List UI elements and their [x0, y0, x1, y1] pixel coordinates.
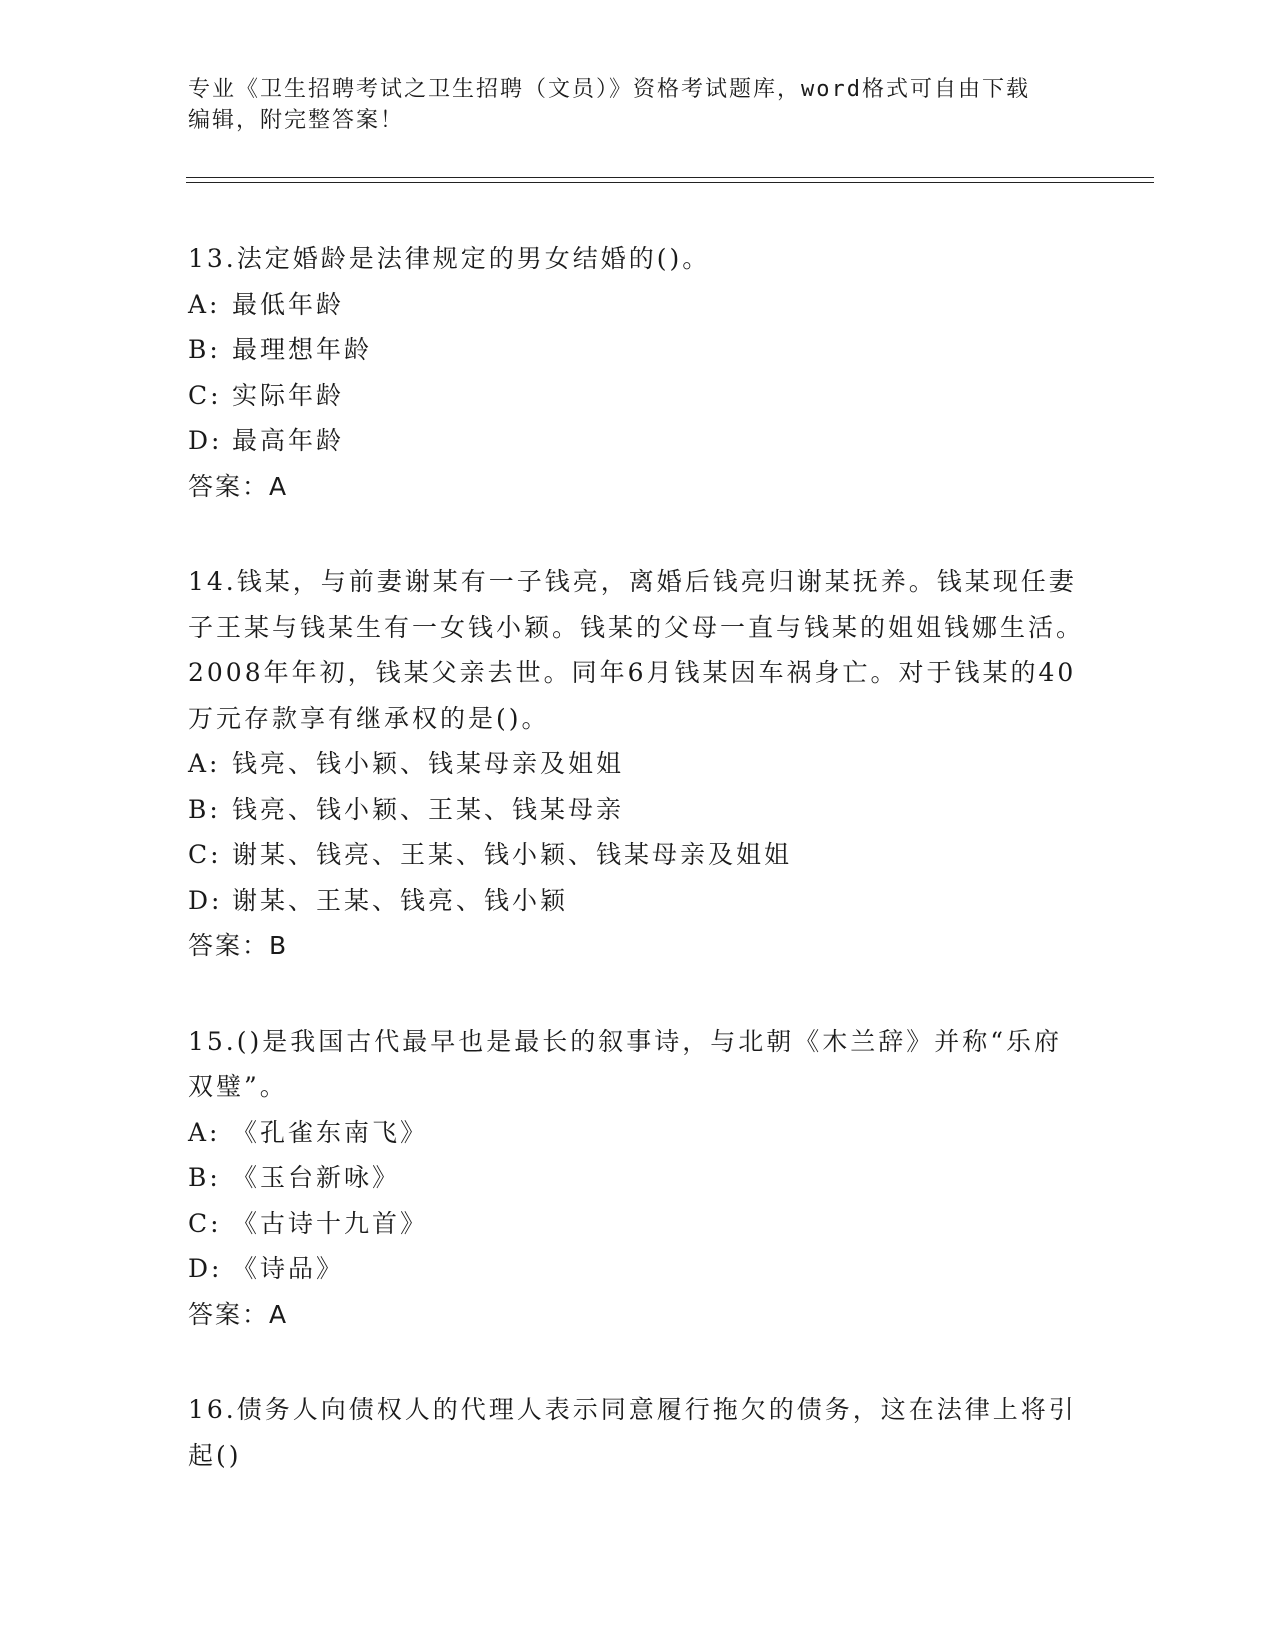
option-b [188, 787, 1088, 833]
question-list [188, 236, 1088, 1528]
option-text: 最低年龄 [232, 289, 345, 319]
option-text: 钱亮、钱小颖、钱某母亲及姐姐 [232, 749, 625, 778]
option-text: 实际年龄 [232, 380, 345, 410]
question-16 [188, 1387, 1088, 1478]
option-text: 《诗品》 [232, 1254, 345, 1283]
question-13 [188, 236, 1088, 509]
option-a [188, 741, 1088, 787]
option-b [188, 327, 1088, 373]
option-letter: A: [188, 1117, 221, 1147]
option-letter: B: [188, 1163, 221, 1192]
header-line-2: 编辑，附完整答案！ [188, 108, 405, 133]
option-letter: A: [188, 289, 221, 319]
option-letter: C: [188, 380, 222, 410]
question-stem: 13.法定婚龄是法律规定的男女结婚的()。 [188, 244, 711, 273]
option-text: 《玉台新咏》 [232, 1163, 401, 1192]
question-stem: 15.()是我国古代最早也是最长的叙事诗，与北朝《木兰辞》并称“乐府双璧”。 [188, 1026, 1063, 1101]
option-text: 《孔雀东南飞》 [232, 1117, 429, 1147]
header-divider-bottom [186, 182, 1154, 183]
option-d [188, 418, 1088, 464]
question-stem: 16.债务人向债权人的代理人表示同意履行拖欠的债务，这在法律上将引起() [188, 1395, 1077, 1470]
option-letter: D: [188, 1254, 223, 1283]
answer-label: 答案：B [188, 931, 289, 960]
option-letter: B: [188, 335, 221, 364]
question-14 [188, 559, 1088, 969]
answer-label: 答案：A [188, 1299, 289, 1329]
question-stem: 14.钱某，与前妻谢某有一子钱亮，离婚后钱亮归谢某抚养。钱某现任妻子王某与钱某生有一女钱小颖。钱某的父母一直与钱某的姐姐钱娜生活。2008年年初，钱某父亲去世。同年6月钱某因车祸身亡。对于钱某的40万元存款享有继承权的是()。 [188, 567, 1085, 733]
option-letter: C: [188, 840, 222, 869]
option-letter: A: [188, 749, 221, 778]
option-letter: B: [188, 794, 221, 824]
option-d [188, 878, 1088, 924]
option-a [188, 282, 1088, 328]
option-c [188, 373, 1088, 419]
option-letter: D: [188, 885, 223, 915]
option-text: 最高年龄 [232, 426, 345, 455]
option-letter: D: [188, 426, 223, 455]
option-c [188, 1201, 1088, 1247]
option-b [188, 1155, 1088, 1201]
option-letter: C: [188, 1208, 222, 1238]
option-text: 最理想年龄 [232, 335, 373, 364]
option-c [188, 832, 1088, 878]
option-text: 钱亮、钱小颖、王某、钱某母亲 [232, 794, 625, 824]
option-text: 谢某、钱亮、王某、钱小颖、钱某母亲及姐姐 [232, 840, 793, 869]
question-15 [188, 1019, 1088, 1338]
header-line-1: 专业《卫生招聘考试之卫生招聘（文员）》资格考试题库，word格式可自由下载 [188, 77, 1030, 102]
option-a [188, 1110, 1088, 1156]
option-text: 《古诗十九首》 [232, 1208, 429, 1238]
answer-label: 答案：A [188, 471, 289, 501]
option-d [188, 1246, 1088, 1292]
document-header [188, 74, 1088, 136]
option-text: 谢某、王某、钱亮、钱小颖 [232, 885, 569, 915]
header-divider-top [186, 177, 1154, 178]
